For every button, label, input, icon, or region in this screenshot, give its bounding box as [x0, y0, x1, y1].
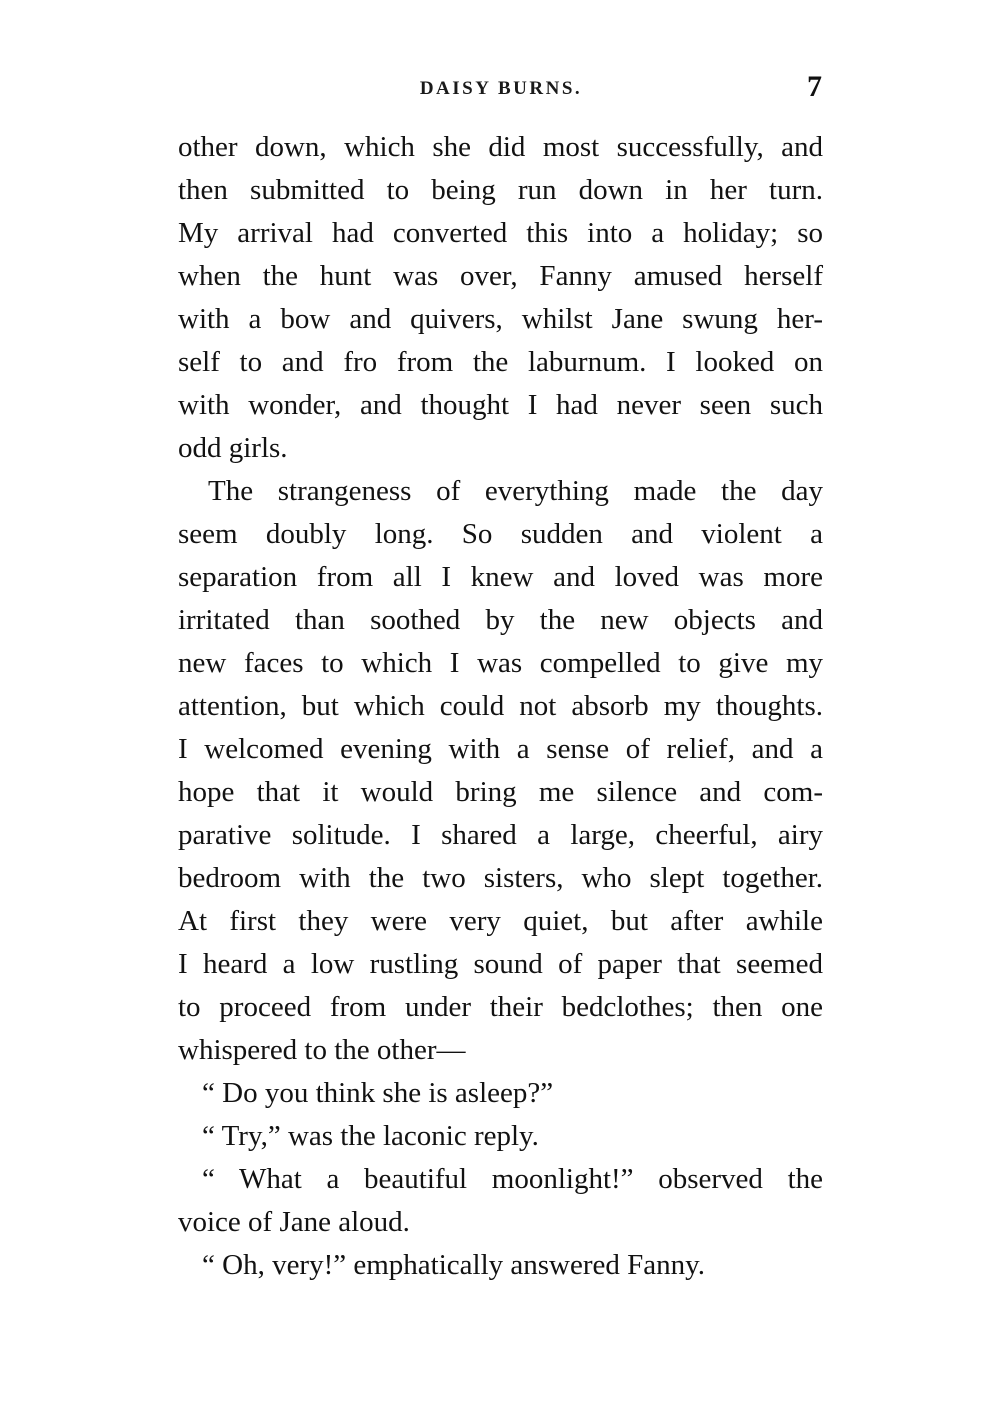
- text-line: The strangeness of everything made the day: [208, 475, 823, 507]
- text-line: At first they were very quiet, but after awhile: [178, 905, 823, 937]
- text-line: new faces to which I was compelled to give my: [178, 647, 823, 679]
- text-line: other down, which she did most successfully, and: [178, 131, 823, 163]
- text-line: “ Oh, very!” emphatically answered Fanny.: [202, 1249, 706, 1281]
- running-title: DAISY BURNS.: [419, 78, 583, 99]
- text-line: attention, but which could not absorb my thoughts.: [178, 690, 823, 722]
- text-line: to proceed from under their bedclothes; then one: [178, 991, 823, 1023]
- text-line: I heard a low rustling sound of paper that seemed: [178, 948, 823, 980]
- text-line: separation from all I knew and loved was more: [178, 561, 823, 593]
- page-number: 7: [807, 70, 822, 103]
- running-head: [176, 70, 826, 106]
- text-line: bedroom with the two sisters, who slept together.: [178, 862, 823, 894]
- text-line: self to and fro from the laburnum. I looked on: [178, 346, 823, 378]
- text-line: then submitted to being run down in her turn.: [178, 174, 823, 206]
- text-line: voice of Jane aloud.: [178, 1206, 410, 1238]
- text-line: with wonder, and thought I had never seen such: [178, 389, 823, 421]
- body-text: [178, 126, 823, 1287]
- text-line: irritated than soothed by the new objects and: [178, 604, 823, 636]
- text-line: My arrival had converted this into a holiday; so: [178, 217, 823, 249]
- text-line: “ What a beautiful moonlight!” observed the: [202, 1163, 823, 1195]
- text-line: parative solitude. I shared a large, cheerful, airy: [178, 819, 823, 851]
- text-line: with a bow and quivers, whilst Jane swung her-: [178, 303, 823, 335]
- text-line: when the hunt was over, Fanny amused herself: [178, 260, 823, 292]
- text-line: I welcomed evening with a sense of relief, and a: [178, 733, 823, 765]
- text-line: hope that it would bring me silence and com-: [178, 776, 823, 808]
- text-line: “ Try,” was the laconic reply.: [202, 1120, 539, 1152]
- text-line: odd girls.: [178, 432, 288, 464]
- text-line: “ Do you think she is asleep?”: [202, 1077, 554, 1109]
- text-line: whispered to the other—: [178, 1034, 466, 1066]
- text-line: seem doubly long. So sudden and violent a: [178, 518, 823, 550]
